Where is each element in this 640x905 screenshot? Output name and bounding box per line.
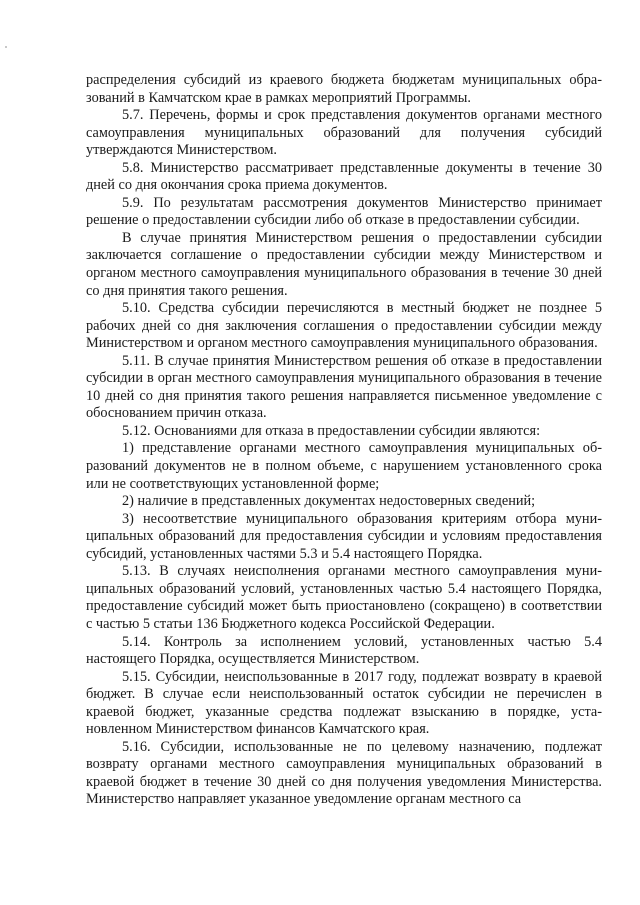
paragraph-5-8: 5.8. Министерство рассматривает представленные документы в течение 30 дней со дня окончания срока приема документов.: [86, 159, 602, 194]
paragraph-5-12: 5.12. Основаниями для отказа в предоставлении субсидии являются:: [122, 422, 541, 439]
paragraph-5-12-item-1: 1) представление органами местного самоуправления муниципальных образований документов не в полном объеме, с нарушением установленного срока или не соответствующих установленной форме;: [86, 440, 602, 492]
paragraph-5-16: 5.16. Субсидии, использованные не по целевому назначению, подлежат возврату органами местного самоуправления муниципальных образований в краевой бюджет в течение 30 дней со дня получения уведомления Министерства. Министерство направляет указанное уведомление органам местного са: [86, 738, 602, 808]
document-body: [86, 72, 602, 809]
paragraph-5-13: 5.13. В случаях неисполнения органами местного самоуправления муниципальных образований условий, установленных частью 5.4 настоящего Порядка, предоставление субсидий может быть приостановлено (сокращено) в соответствии с частью 5 статьи 136 Бюджетного кодекса Российской Федерации.: [86, 563, 602, 632]
paragraph-5-12-item-2: 2) наличие в представленных документах недостоверных сведений;: [122, 493, 536, 510]
paragraph-5-11: 5.11. В случае принятия Министерством решения об отказе в предоставлении субсидии в орган местного самоуправления муниципального образования в течение 10 дней со дня принятия такого решения направляется письменное уведомление с обоснованием причин отказа.: [86, 352, 602, 422]
paragraph-continuation: распределения субсидий из краевого бюджета бюджетам муниципальных образований в Камчатском крае в рамках мероприятий Программы.: [86, 72, 602, 106]
paragraph-5-9-agreement: В случае принятия Министерством решения о предоставлении субсидии заключается соглашение о предоставлении субсидии между Министерством и органом местного самоуправления муниципального образования в течение 30 дней со дня принятия такого решения.: [86, 229, 602, 299]
paragraph-5-14: 5.14. Контроль за исполнением условий, установленных частью 5.4 настоящего Порядка, осуществляется Министерством.: [86, 633, 602, 668]
margin-mark: [5, 46, 7, 48]
paragraph-5-10: 5.10. Средства субсидии перечисляются в местный бюджет не позднее 5 рабочих дней со дня заключения соглашения о предоставлении субсидии между Министерством и органом местного самоуправления муниципального образования.: [86, 300, 602, 352]
paragraph-5-7: 5.7. Перечень, формы и срок представления документов органами местного самоуправления муниципальных образований для получения субсидий утверждаются Министерством.: [86, 107, 602, 159]
paragraph-5-9: 5.9. По результатам рассмотрения документов Министерство принимает решение о предоставлении субсидии либо об отказе в предоставлении субсидии.: [86, 194, 602, 229]
paragraph-5-12-item-3: 3) несоответствие муниципального образования критериям отбора муниципальных образований для предоставления субсидии и условиям предоставления субсидий, установленных частями 5.3 и 5.4 настоящего Порядка.: [86, 510, 602, 562]
paragraph-5-15: 5.15. Субсидии, неиспользованные в 2017 году, подлежат возврату в краевой бюджет. В случае если неиспользованный остаток субсидии не перечислен в краевой бюджет, указанные средства подлежат взысканию в порядке, установленном Министерством финансов Камчатского края.: [86, 668, 602, 738]
